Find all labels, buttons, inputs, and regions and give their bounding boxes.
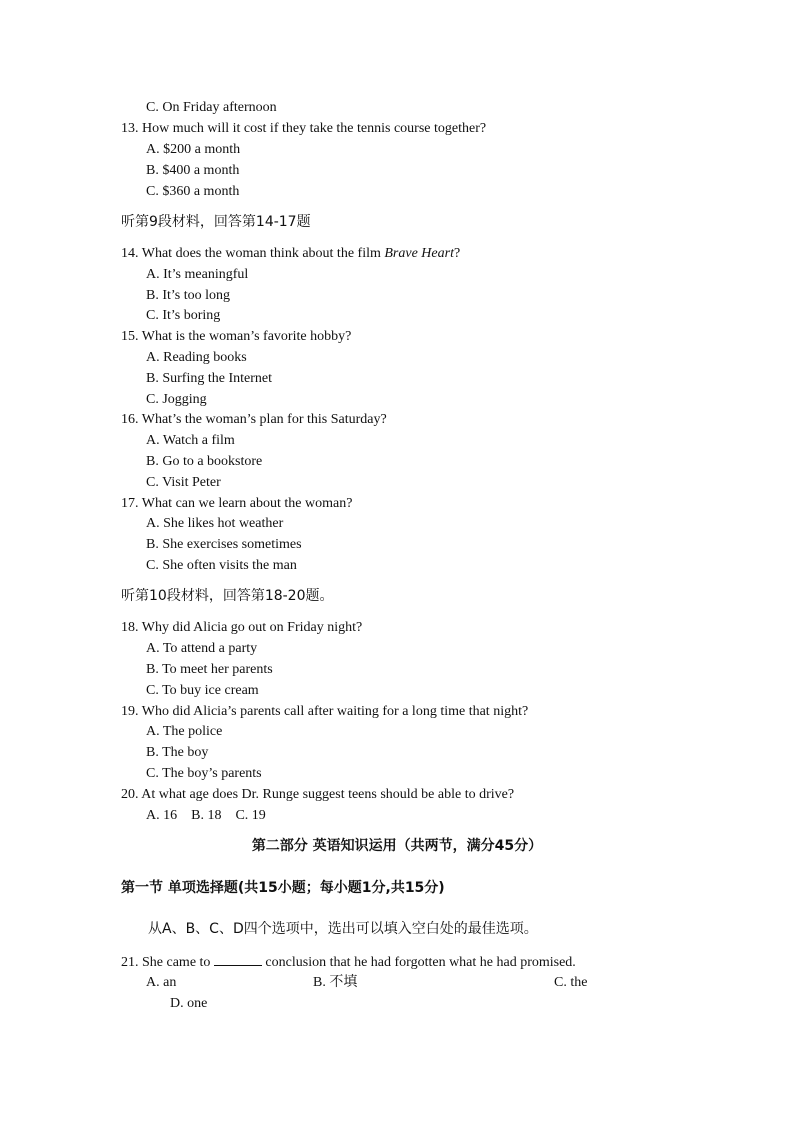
q19-text: 19. Who did Alicia’s parents call after waiting for a long time that night? (121, 704, 529, 719)
q18-option-c: C. To buy ice cream (146, 683, 259, 698)
q13-text: 13. How much will it cost if they take the tennis course together? (121, 121, 487, 136)
q15-option-c: C. Jogging (146, 392, 207, 407)
q14-option-c: C. It’s boring (146, 308, 221, 323)
q14-text (121, 245, 460, 263)
q12-option-c: C. On Friday afternoon (146, 100, 277, 115)
q17-option-c: C. She often visits the man (146, 558, 297, 573)
q20-text: 20. At what age does Dr. Runge suggest teens should be able to drive? (121, 787, 515, 802)
q16-option-a: A. Watch a film (146, 433, 235, 448)
q13-option-c: C. $360 a month (146, 184, 240, 199)
section-heading-10: 听第10段材料，回答第18-20题。 (121, 588, 334, 604)
section-one-title: 第一节 单项选择题(共15小题；每小题1分,共15分) (121, 880, 445, 896)
q21-option-a: A. an (146, 975, 177, 990)
part-two-title: 第二部分 英语知识运用（共两节，满分45分） (251, 838, 543, 854)
q21-option-b: B. 不填 (313, 975, 358, 990)
q20-options: A. 16 B. 18 C. 19 (146, 808, 266, 823)
q21-text (121, 953, 576, 972)
q13-option-a: A. $200 a month (146, 142, 241, 157)
q21-option-d: D. one (170, 996, 208, 1011)
q16-text: 16. What’s the woman’s plan for this Saturday? (121, 412, 387, 427)
q14-option-a: A. It’s meaningful (146, 267, 249, 282)
q16-option-b: B. Go to a bookstore (146, 454, 263, 469)
q21-blank (214, 953, 262, 966)
q18-option-a: A. To attend a party (146, 641, 258, 656)
q17-option-b: B. She exercises sometimes (146, 537, 302, 552)
q14-option-b: B. It’s too long (146, 288, 231, 303)
q14-text-end: ? (453, 246, 461, 261)
q19-option-c: C. The boy’s parents (146, 766, 262, 781)
q17-text: 17. What can we learn about the woman? (121, 496, 353, 511)
q21-option-c: C. the (554, 975, 588, 990)
q15-text: 15. What is the woman’s favorite hobby? (121, 329, 352, 344)
q18-option-b: B. To meet her parents (146, 662, 273, 677)
instructions: 从A、B、C、D四个选项中，选出可以填入空白处的最佳选项。 (148, 921, 538, 937)
q21-text-end: conclusion that he had forgotten what he had promised. (261, 955, 576, 970)
q14-text-main: 14. What does the woman think about the film (121, 246, 385, 261)
q13-option-b: B. $400 a month (146, 163, 240, 178)
q16-option-c: C. Visit Peter (146, 475, 221, 490)
q19-option-b: B. The boy (146, 745, 209, 760)
q19-option-a: A. The police (146, 724, 223, 739)
section-heading-9: 听第9段材料，回答第14-17题 (121, 214, 311, 230)
q15-option-a: A. Reading books (146, 350, 247, 365)
q14-film-title: Brave Heart (384, 246, 454, 261)
q15-option-b: B. Surfing the Internet (146, 371, 272, 386)
q18-text: 18. Why did Alicia go out on Friday night? (121, 620, 363, 635)
q17-option-a: A. She likes hot weather (146, 516, 284, 531)
q21-text-start: 21. She came to (121, 955, 214, 970)
